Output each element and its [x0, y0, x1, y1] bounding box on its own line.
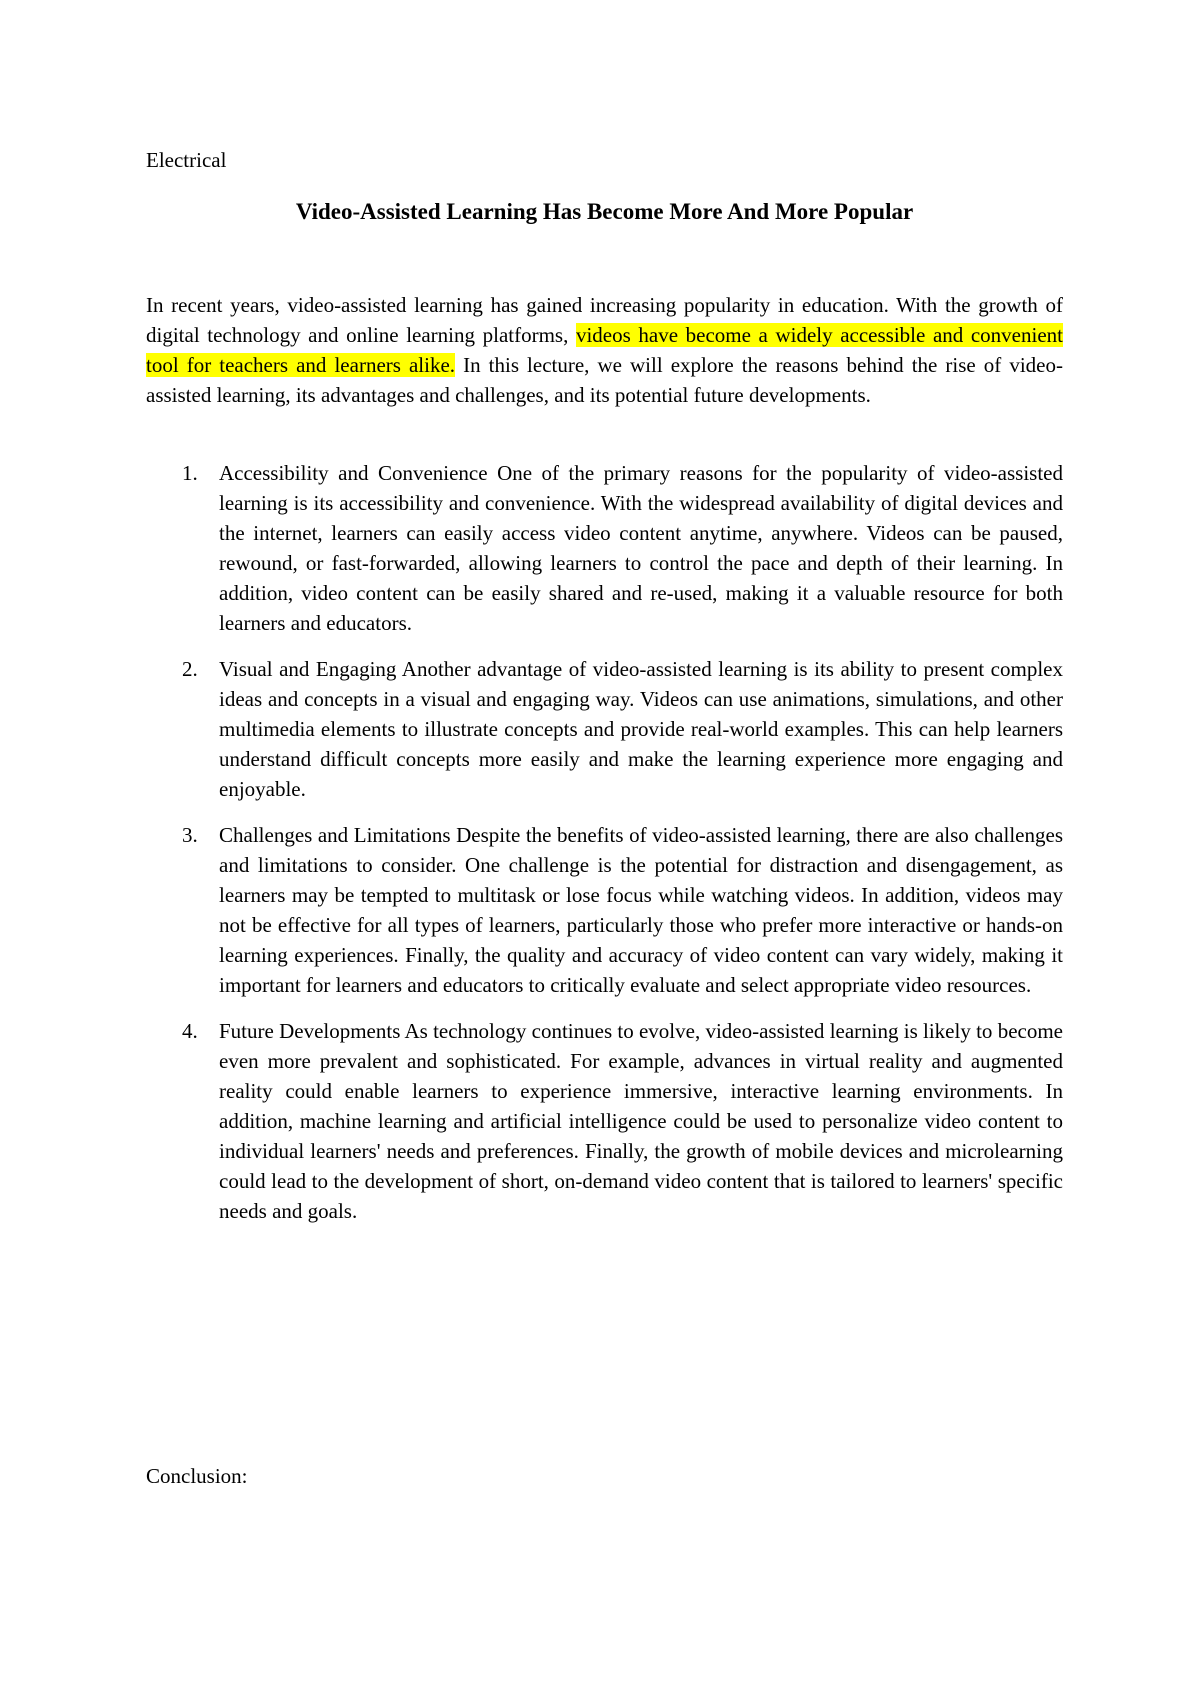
list-item-text: Future Developments As technology continues to evolve, video-assisted learning is likely to become even more prevalent and sophisticated. For example, advances in virtual reality and augmented reality could enable learners to experience immersive, interactive learning environments. In addition, machine learning and artificial intelligence could be used to personalize video content to individual learners' needs and preferences. Finally, the growth of mobile devices and microlearning could lead to the development of short, on-demand video content that is tailored to learners' specific needs and goals.: [219, 1019, 1063, 1223]
document-title: Video-Assisted Learning Has Become More And More Popular: [295, 199, 914, 224]
list-item: [146, 654, 1063, 804]
list-item-text: Challenges and Limitations Despite the benefits of video-assisted learning, there are also challenges and limitations to consider. One challenge is the potential for distraction and disengagement, as learners may be tempted to multitask or lose focus while watching videos. In addition, videos may not be effective for all types of learners, particularly those who prefer more interactive or hands-on learning experiences. Finally, the quality and accuracy of video content can vary widely, making it important for learners and educators to critically evaluate and select appropriate video resources.: [219, 823, 1063, 997]
list-item-text: Accessibility and Convenience One of the primary reasons for the popularity of video-assisted learning is its accessibility and convenience. With the widespread availability of digital devices and the internet, learners can easily access video content anytime, anywhere. Videos can be paused, rewound, or fast-forwarded, allowing learners to control the pace and depth of their learning. In addition, video content can be easily shared and re-used, making it a valuable resource for both learners and educators.: [219, 461, 1063, 635]
list-item: [146, 820, 1063, 1000]
list-item-number: 4.: [182, 1019, 198, 1043]
list-item-number: 1.: [182, 461, 198, 485]
list-item-number: 3.: [182, 823, 198, 847]
list-item: [146, 1016, 1063, 1226]
intro-text-start: In recent years, video-assisted learning has gained increasing popularity in education. With the growth of digital technology and online learning platforms,: [146, 293, 1063, 347]
document-category: Electrical: [146, 148, 227, 172]
highlighted-text: videos have become a widely accessible and convenient tool for teachers and learners alike.: [146, 323, 1063, 377]
numbered-list: [146, 458, 1063, 1242]
list-item: [146, 458, 1063, 638]
conclusion-heading: Conclusion:: [146, 1464, 248, 1488]
intro-text-end: In this lecture, we will explore the reasons behind the rise of video-assisted learning, its advantages and challenges, and its potential future developments.: [146, 353, 1063, 407]
list-item-number: 2.: [182, 657, 198, 681]
list-item-text: Visual and Engaging Another advantage of video-assisted learning is its ability to present complex ideas and concepts in a visual and engaging way. Videos can use animations, simulations, and other multimedia elements to illustrate concepts and provide real-world examples. This can help learners understand difficult concepts more easily and make the learning experience more engaging and enjoyable.: [219, 657, 1063, 801]
intro-paragraph: [146, 290, 1063, 410]
